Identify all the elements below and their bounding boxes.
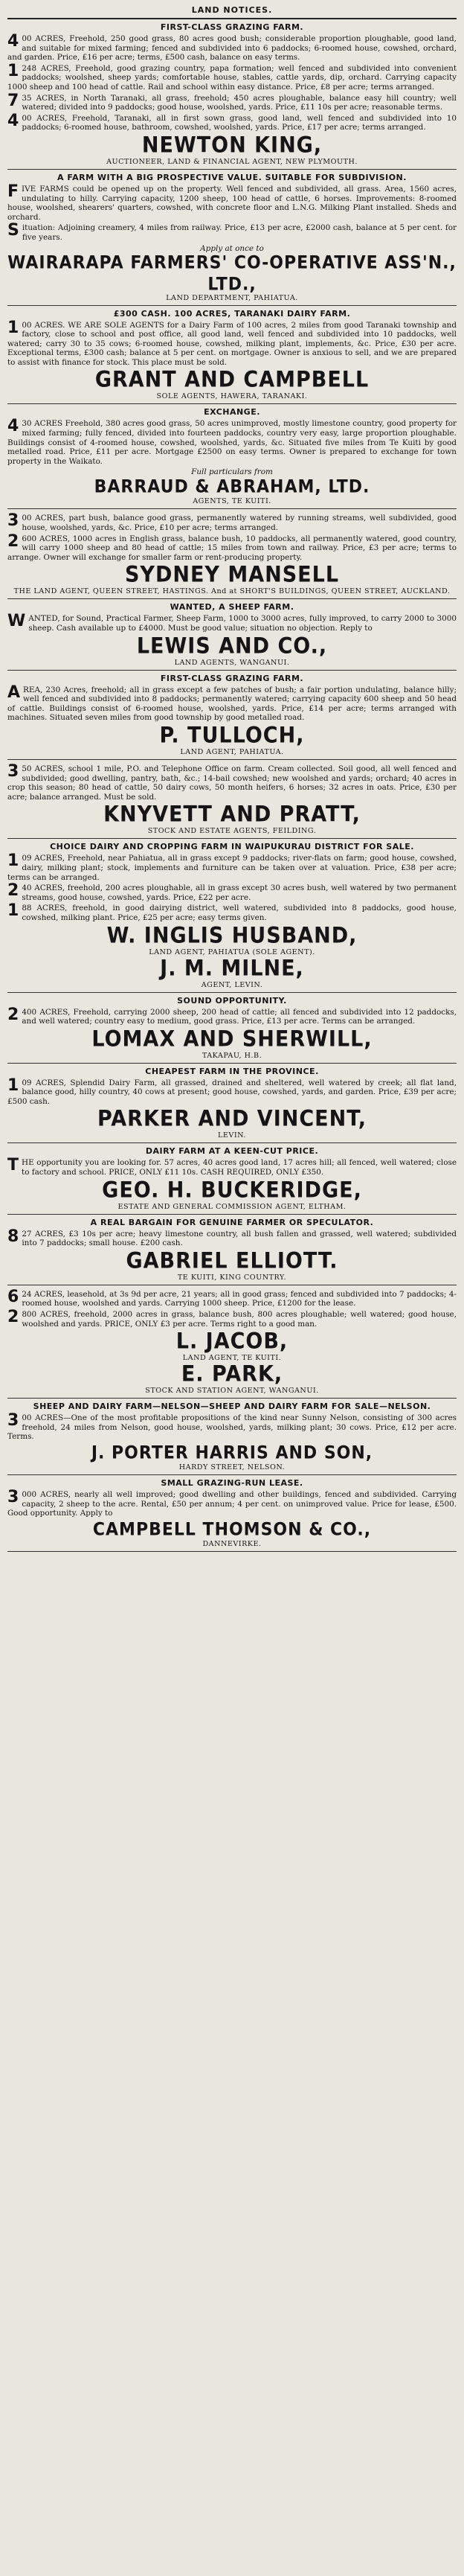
agent-name: W. INGLIS HUSBAND, [106, 923, 358, 948]
ad-paragraph: 400 ACRES, Freehold, Taranaki, all in first sown grass, good land, well fenced and subdivided into 10 paddocks; 6-roomed house, bathroom, cowshed, woolshed, yards. Price, £17 per acre; terms arranged. [7, 111, 457, 132]
agent-address: ESTATE AND GENERAL COMMISSION AGENT, ELTHAM. [117, 1202, 347, 1211]
agent-address: LAND AGENT, TE KUITI. [182, 1354, 282, 1363]
ad-paragraph: 430 ACRES Freehold, 380 acres good grass, 50 acres unimproved, mostly limestone country, good property for mixed farming; fully fenced, divided into fourteen paddocks, country very easy, large proportion ploughable. Buildings consist of 4-roomed house, cowshed, woolshed, yards, &c. Situated five miles from Te Kuiti by good metalled road. Price, £11 per acre. Mortgage £2500 on easy terms. Owner is prepared to exchange for town property in the Waikato. [7, 417, 457, 466]
agent-address: STOCK AND STATION AGENT, WANGANUI. [145, 1387, 319, 1396]
ad-kicker: A REAL BARGAIN FOR GENUINE FARMER OR SPECULATOR. [90, 1217, 374, 1227]
ad-paragraph: WANTED, for Sound, Practical Farmer, Sheep Farm, 1000 to 3000 acres, fully improved, to carry 2000 to 3000 sheep. Cash available up to £4000. Must be good value; situation no objection. Reply to [7, 612, 457, 633]
ad-paragraph: 2600 ACRES, 1000 acres in English grass, balance bush, 10 paddocks, all permanently watered, good country, will carry 1000 sheep and 80 head of cattle; 15 miles from town and railway. Price, £3 per acre; terms to arrange. Owner will exchange for smaller farm or rent-producing property. [7, 531, 457, 562]
ad-paragraph: 624 ACRES, leasehold, at 3s 9d per acre, 21 years; all in good grass; fenced and subdivided into 7 paddocks; 4-roomed house, woolshed and yards. Carrying 1000 sheep. Price, £1200 for the lease. [7, 1287, 457, 1308]
classified-ad [7, 1064, 457, 1144]
agent-name: P. TULLOCH, [159, 723, 305, 749]
classified-ad [7, 993, 457, 1064]
agent-name: GEO. H. BUCKERIDGE, [102, 1177, 362, 1203]
ad-kicker: £300 CASH. 100 ACRES, TARANAKI DAIRY FARM. [113, 308, 351, 319]
ad-paragraph: 400 ACRES, Freehold, 250 good grass, 80 acres good bush; considerable proportion ploughable, good land, and suitable for mixed farming; fenced and subdivided into 6 paddocks; 6-roomed house, cowshed, orchard, and garden. Price, £16 per acre; terms, £500 cash, balance on easy terms. [7, 32, 457, 63]
classified-ad [7, 1285, 457, 1399]
ad-paragraph: FIVE FARMS could be opened up on the property. Well fenced and subdivided, all grass. Area, 1560 acres, undulating to hilly. Carrying capacity, 1200 sheep, 100 head of cattle, 6 horses. Improvements: 8-roomed house, woolshed, shearers' quarters, cowshed, with concrete floor and L.N.G. Milking Plant installed. Sheds and orchard. [7, 182, 457, 222]
classified-ad [7, 404, 457, 509]
ad-paragraph: 300 ACRES—One of the most profitable propositions of the kind near Sunny Nelson, consisting of 300 acres freehold, 24 miles from Nelson, good house, woolshed, yards, milking plant; 30 cows. Price, £12 per acre. Terms. [7, 1411, 457, 1442]
agent-name: GABRIEL ELLIOTT. [126, 1248, 338, 1274]
ad-paragraph: THE opportunity you are looking for. 57 acres, 40 acres good land, 17 acres hill; all fenced, well watered; close to factory and school. PRICE, ONLY £11 10s. CASH REQUIRED, ONLY £350. [7, 1156, 457, 1177]
newspaper-column [7, 4, 457, 2567]
classified-ad [7, 760, 457, 839]
ad-paragraph: 240 ACRES, freehold, 200 acres ploughable, all in grass except 30 acres bush, well watered by two permanent streams, good house, cowshed, yards. Price, £22 per acre. [7, 881, 457, 902]
ad-cta: Full particulars from [191, 467, 273, 477]
ad-paragraph: 300 ACRES, part bush, balance good grass, permanently watered by running streams, well subdivided, good house, woolshed, yards, &c. Price, £10 per acre; terms arranged. [7, 511, 457, 533]
classified-ad [7, 1143, 457, 1214]
classified-ad [7, 1215, 457, 1285]
agent-name: J. M. MILNE, [160, 956, 304, 981]
agent-name: KNYVETT AND PRATT, [103, 802, 361, 828]
agent-address: TAKAPAU, H.B. [202, 1051, 262, 1060]
classified-ad [7, 306, 457, 405]
ad-kicker: FIRST-CLASS GRAZING FARM. [160, 22, 304, 32]
agent-address: HARDY STREET, NELSON. [178, 1463, 286, 1471]
ad-paragraph: Situation: Adjoining creamery, 4 miles from railway. Price, £13 per acre, £2000 cash, balance at 5 per cent. for five years. [7, 221, 457, 242]
ad-paragraph: 1248 ACRES, Freehold, good grazing country, papa formation; well fenced and subdivided into convenient paddocks; woolshed, sheep yards; comfortable house, stables, cattle yards, dip, orchard. Carrying capacity 1000 sheep and 100 head of cattle. Rail and school within easy distance. Price, £8 per acre; terms arranged. [7, 61, 457, 92]
agent-name: PARKER AND VINCENT, [97, 1107, 367, 1132]
ad-paragraph: 350 ACRES, school 1 mile, P.O. and Telephone Office on farm. Cream collected. Soil good, all well fenced and subdivided; good dwelling, pantry, bath, &c.; 14-bail cowshed; new woolshed and yards; orchard; 40 acres in crop this season; 80 head of cattle, 50 dairy cows, 50 month heifers, 6 horses; 32 acres in oats. Price, £30 per acre; balance arranged. Must be sold. [7, 761, 457, 802]
ad-kicker: WANTED, A SHEEP FARM. [170, 602, 294, 613]
agent-name: NEWTON KING, [141, 132, 323, 159]
agent-address: LAND AGENT, PAHIATUA (SOLE AGENT). [149, 947, 315, 956]
ad-paragraph: 3000 ACRES, nearly all well improved; good dwelling and other buildings, fenced and subdivided. Carrying capacity, 2 sheep to the acre. Rental, £50 per annum; 4 per cent. on unimproved value. Price for lease, £500. Good opportunity. Apply to [7, 1488, 457, 1518]
ad-kicker: CHEAPEST FARM IN THE PROVINCE. [145, 1066, 319, 1076]
ad-paragraph: 2800 ACRES, freehold, 2000 acres in grass, balance bush, 800 acres ploughable; well watered; good house, woolshed and yards. PRICE, ONLY £3 per acre. Terms right to a good man. [7, 1308, 457, 1329]
ad-kicker: SHEEP AND DAIRY FARM—NELSON—SHEEP AND DAIRY FARM FOR SALE—NELSON. [33, 1402, 431, 1412]
agent-address: AGENTS, TE KUITI. [193, 497, 271, 506]
agent-address: LEVIN. [218, 1131, 246, 1140]
agent-name: BARRAUD & ABRAHAM, LTD. [94, 477, 370, 498]
agent-address: AUCTIONEER, LAND & FINANCIAL AGENT, NEW PLYMOUTH. [106, 157, 358, 166]
agent-name: LEWIS AND CO., [136, 633, 328, 659]
classified-ad [7, 170, 457, 306]
ad-kicker: EXCHANGE. [204, 407, 260, 418]
ad-kicker: DAIRY FARM AT A KEEN-CUT PRICE. [145, 1146, 319, 1157]
ad-kicker: SOUND OPPORTUNITY. [177, 995, 287, 1006]
agent-name: J. PORTER HARRIS AND SON, [91, 1443, 373, 1463]
ad-kicker: SMALL GRAZING-RUN LEASE. [161, 1478, 303, 1488]
classified-ad [7, 19, 457, 170]
ad-paragraph: AREA, 230 Acres, freehold; all in grass except a few patches of bush; a fair portion undulating, balance hilly; well fenced and subdivided into 8 paddocks; permanently watered; carrying capacity 600 sheep and 50 head of cattle. Buildings consist of 6-roomed house, woolshed, yards. Price, £14 per acre; terms arranged with machines. Situated seven miles from good township by good metalled road. [7, 683, 457, 723]
agent-address: LAND DEPARTMENT, PAHIATUA. [166, 293, 298, 302]
ad-cta: Apply at once to [200, 243, 264, 253]
agent-address: AGENT, LEVIN. [201, 980, 263, 989]
agent-address: SOLE AGENTS, HAWERA, TARANAKI. [156, 392, 308, 401]
ad-paragraph: 735 ACRES, in North Taranaki, all grass, freehold; 450 acres ploughable, balance easy hill country; well watered; divided into 9 paddocks; good house, woolshed, yards. Price, £11 10s per acre; reasonable terms. [7, 91, 457, 112]
ad-paragraph: 100 ACRES. WE ARE SOLE AGENTS for a Dairy Farm of 100 acres, 2 miles from good Taranaki township and factory, close to school and post office, all good land, well fenced and subdivided into 10 paddocks, well watered; carry 30 to 35 cows; 6-roomed house, cowshed, milking plant, implements, &c. Price, £30 per acre. Exceptional terms, £300 cash; balance at 5 per cent. on mortgage. Owner is anxious to sell, and we are prepared to assist with finance for stock. This place must be sold. [7, 318, 457, 367]
classified-ad [7, 839, 457, 992]
classified-ad [7, 1399, 457, 1475]
agent-name: E. PARK, [181, 1361, 283, 1387]
ad-kicker: CHOICE DAIRY AND CROPPING FARM IN WAIPUKURAU DISTRICT FOR SALE. [50, 842, 414, 852]
agent-address: DANNEVIRKE. [202, 1539, 262, 1548]
classified-ad [7, 509, 457, 599]
agent-name: WAIRARAPA FARMERS' CO-OPERATIVE ASS'N., LTD., [7, 252, 457, 295]
ad-paragraph: 2400 ACRES, Freehold, carrying 2000 sheep, 200 head of cattle; all fenced and subdivided into 12 paddocks, and well watered; country easy to medium, good grass. Price, £13 per acre. Terms can be arranged. [7, 1005, 457, 1026]
agent-address: LAND AGENTS, WANGANUI. [174, 658, 290, 667]
agent-name: SYDNEY MANSELL [124, 563, 340, 588]
agent-address: STOCK AND ESTATE AGENTS, FEILDING. [147, 827, 317, 836]
agent-address: THE LAND AGENT, QUEEN STREET, HASTINGS. And at SHORT'S BUILDINGS, QUEEN STREET, AUCKLAND. [13, 587, 451, 596]
agent-name: L. JACOB, [175, 1329, 289, 1355]
agent-name: GRANT AND CAMPBELL [94, 368, 370, 393]
ad-kicker: A FARM WITH A BIG PROSPECTIVE VALUE. SUITABLE FOR SUBDIVISION. [57, 172, 407, 182]
classified-ad [7, 599, 457, 670]
ad-paragraph: 109 ACRES, Freehold, near Pahiatua, all in grass except 9 paddocks; river-flats on farm; good house, cowshed, dairy, milking plant; stock, implements and furniture can be taken over at valuation. Price, £38 per acre; terms can be arranged. [7, 851, 457, 882]
section-header: LAND NOTICES. [7, 4, 457, 19]
classified-ads [7, 19, 457, 1552]
classified-ad [7, 671, 457, 760]
agent-name: LOMAX AND SHERWILL, [91, 1026, 373, 1052]
ad-paragraph: 188 ACRES, freehold, in good dairying district, well watered, subdivided into 8 paddocks, good house, cowshed, milking plant. Price, £25 per acre; easy terms given. [7, 901, 457, 922]
agent-address: TE KUITI, KING COUNTRY. [177, 1273, 287, 1282]
ad-paragraph: 109 ACRES, Splendid Dairy Farm, all grassed, drained and sheltered, well watered by creek; all flat land, balance good, hilly country, 40 cows at present; good house, cowshed, yards, and garden. Price, £39 per acre; £500 cash. [7, 1076, 457, 1106]
ad-paragraph: 827 ACRES, £3 10s per acre; heavy limestone country, all bush fallen and grassed, well watered; subdivided into 7 paddocks; small house. £200 cash. [7, 1227, 457, 1248]
agent-name: CAMPBELL THOMSON & CO., [92, 1519, 372, 1540]
agent-address: LAND AGENT, PAHIATUA. [180, 747, 284, 756]
classified-ad [7, 1475, 457, 1552]
ad-kicker: FIRST-CLASS GRAZING FARM. [160, 673, 304, 683]
